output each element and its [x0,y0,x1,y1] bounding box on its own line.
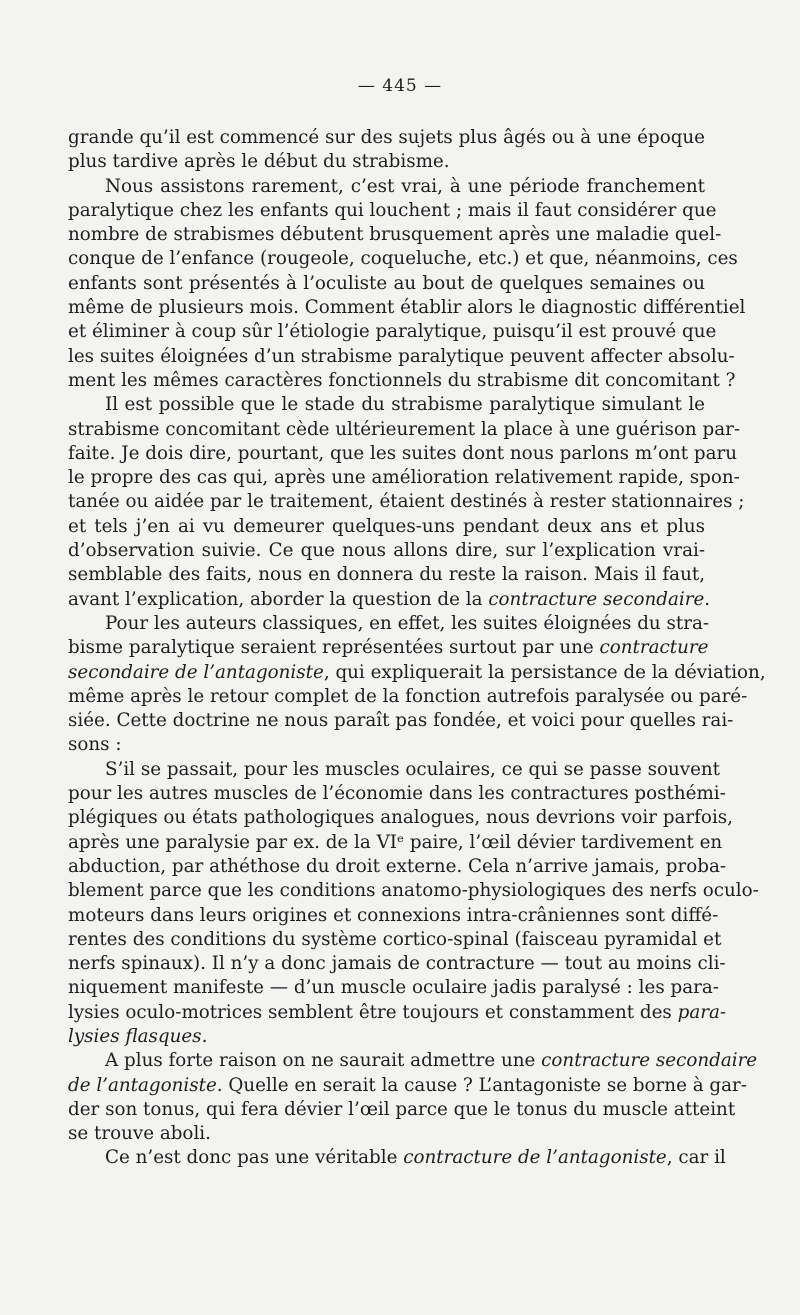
text-line: semblable des faits, nous en donnera du reste la raison. Mais il faut, [68,564,705,586]
text-line: se trouve aboli. [68,1123,211,1145]
text-line: lysies oculo-motrices semblent être toujours et constamment des para- [68,1001,727,1023]
italic-term: contracture secondaire [541,1050,758,1072]
text-line: secondaire de l’antagoniste, qui expliquerait la persistance de la déviation, [68,661,766,683]
text-line: strabisme concomitant cède ultérieurement la place à une guérison par- [68,418,741,440]
italic-term: contracture secondaire [488,588,705,610]
text-line: paralytique chez les enfants qui louchent ; mais il faut considérer que [68,199,717,221]
italic-term: lysies flasques [68,1025,202,1047]
text-line: nombre de strabismes débutent brusquement après une maladie quel- [68,224,722,246]
text-line: même après le retour complet de la fonction autrefois paralysée ou paré- [68,685,748,707]
text-line: S’il se passait, pour les muscles oculaires, ce qui se passe souvent [105,758,721,780]
text-line: avant l’explication, aborder la question de la contracture secondaire. [68,588,711,610]
text-line: nerfs spinaux). Il n’y a donc jamais de contracture — tout au moins cli- [68,953,726,975]
text-line: d’observation suivie. Ce que nous allons dire, sur l’explication vrai- [68,540,705,562]
text-line: et tels j’en ai vu demeurer quelques-uns pendant deux ans et plus [68,515,705,537]
page-number: — 445 — [357,76,443,96]
text-line: moteurs dans leurs origines et connexions intra-crâniennes sont diffé- [68,904,719,926]
text-line: rentes des conditions du système cortico-spinal (faisceau pyramidal et [68,928,722,950]
text-line: Nous assistons rarement, c’est vrai, à une période franchement [105,175,705,197]
text-line: abduction, par athéthose du droit externe. Cela n’arrive jamais, proba- [68,855,727,877]
text-line: tanée ou aidée par le traitement, étaient destinés à rester stationnaires ; [68,491,745,513]
text-line: pour les autres muscles de l’économie dans les contractures posthémi- [68,783,726,805]
text-line: le propre des cas qui, après une amélioration relativement rapide, spon- [68,467,740,489]
text-line: de l’antagoniste. Quelle en serait la cause ? L’antagoniste se borne à gar- [68,1074,747,1096]
text-line: Pour les auteurs classiques, en effet, les suites éloignées du stra- [105,612,710,634]
text-line: blement parce que les conditions anatomo-physiologiques des nerfs oculo- [68,880,759,902]
text-line: Il est possible que le stade du strabisme paralytique simulant le [105,394,705,416]
text-line: bisme paralytique seraient représentées surtout par une contracture [68,637,709,659]
text-line: grande qu’il est commencé sur des sujets plus âgés ou à une époque [68,127,706,148]
text-line: Ce n’est donc pas une véritable contracture de l’antagoniste, car il [105,1147,726,1169]
text-line: même de plusieurs mois. Comment établir alors le diagnostic différentiel [68,297,746,319]
italic-term: contracture de l’antagoniste [403,1147,667,1169]
text-line: A plus forte raison on ne saurait admettre une contracture secondaire [105,1050,758,1072]
text-line: der son tonus, qui fera dévier l’œil parce que le tonus du muscle atteint [68,1098,736,1120]
text-line: plégiques ou états pathologiques analogues, nous devrions voir parfois, [68,807,733,829]
italic-term: para- [677,1001,727,1023]
text-line: niquement manifeste — d’un muscle oculaire jadis paralysé : les para- [68,977,719,999]
text-line: ment les mêmes caractères fonctionnels du strabisme dit concomitant ? [68,369,736,391]
text-line: les suites éloignées d’un strabisme paralytique peuvent affecter absolu- [68,345,735,367]
text-line: siée. Cette doctrine ne nous paraît pas fondée, et voici pour quelles rai- [68,710,734,732]
body-text [68,126,766,1171]
text-line: plus tardive après le début du strabisme. [68,151,450,173]
text-line: conque de l’enfance (rougeole, coqueluche, etc.) et que, néanmoins, ces [68,248,738,270]
italic-term: secondaire de l’antagoniste [68,661,324,683]
italic-term: contracture [599,637,709,659]
text-line: faite. Je dois dire, pourtant, que les suites dont nous parlons m’ont paru [68,442,738,464]
text-line: enfants sont présentés à l’oculiste au bout de quelques semaines ou [68,272,705,294]
italic-term: de l’antagoniste [68,1074,217,1096]
text-line: lysies flasques. [68,1025,208,1047]
text-line: après une paralysie par ex. de la VIᵉ paire, l’œil dévier tardivement en [68,831,723,853]
text-line: et éliminer à coup sûr l’étiologie paralytique, puisqu’il est prouvé que [68,321,717,343]
text-line: sons : [68,734,122,756]
